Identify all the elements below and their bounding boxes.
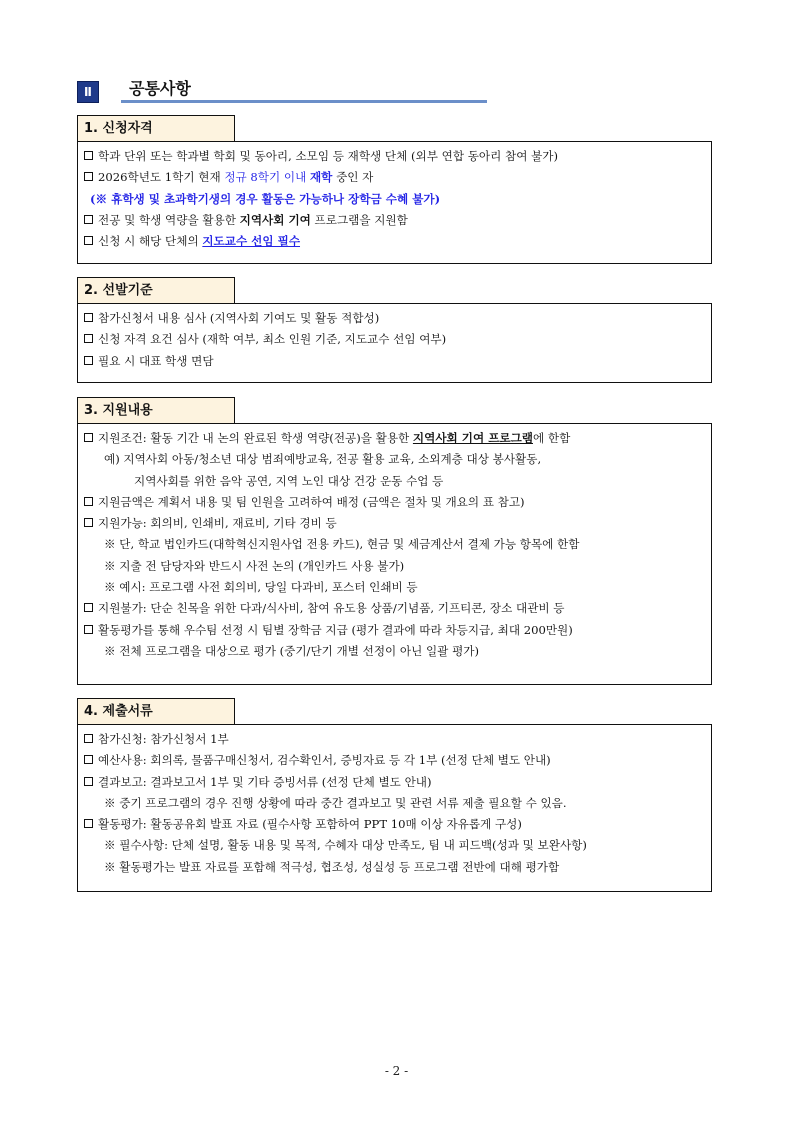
checkbox-bullet-icon — [84, 215, 93, 224]
checkbox-bullet-icon — [84, 777, 93, 786]
box-content — [77, 303, 712, 383]
checkbox-bullet-icon — [84, 433, 93, 442]
checkbox-bullet-icon — [84, 236, 93, 245]
box-selection-criteria — [77, 277, 712, 383]
checkbox-bullet-icon — [84, 734, 93, 743]
checkbox-bullet-icon — [84, 497, 93, 506]
list-item-note: ※ 필수사항: 단체 설명, 활동 내용 및 목적, 수혜자 대상 만족도, 팀 내 피드백(성과 및 보완사항) — [104, 838, 587, 853]
list-item-note: ※ 지출 전 담당자와 반드시 사전 논의 (개인카드 사용 불가) — [104, 558, 405, 573]
list-item: 전공 및 학생 역량을 활용한 지역사회 기여 프로그램을 지원함 — [84, 210, 711, 231]
list-item: 필요 시 대표 학생 면담 — [84, 351, 711, 372]
box-support-details — [77, 397, 712, 685]
box-content — [77, 724, 712, 892]
box-title: 3. 지원내용 — [77, 397, 235, 423]
box-content — [77, 141, 712, 264]
list-item-note: ※ 예시: 프로그램 사전 회의비, 당일 다과비, 포스터 인쇄비 등 — [104, 580, 418, 595]
section-underline — [121, 100, 487, 103]
checkbox-bullet-icon — [84, 356, 93, 365]
list-item: 신청 시 해당 단체의 지도교수 선임 필수 — [84, 231, 711, 252]
checkbox-bullet-icon — [84, 625, 93, 634]
list-item: 활동평가를 통해 우수팀 선정 시 팀별 장학금 지급 (평가 결과에 따라 차등지급, 최대 200만원) — [84, 620, 711, 641]
list-item-note: (※ 휴학생 및 초과학기생의 경우 활동은 가능하나 장학금 수혜 불가) — [90, 191, 441, 206]
list-item: 활동평가: 활동공유회 발표 자료 (필수사항 포함하여 PPT 10매 이상 자유롭게 구성) — [84, 814, 711, 835]
list-item: 2026학년도 1학기 현재 정규 8학기 이내 재학 중인 자 — [84, 167, 711, 188]
list-item: 지원불가: 단순 친목을 위한 다과/식사비, 참여 유도용 상품/기념품, 기프티콘, 장소 대관비 등 — [84, 598, 711, 619]
checkbox-bullet-icon — [84, 151, 93, 160]
box-title: 1. 신청자격 — [77, 115, 235, 141]
list-item-note: ※ 중기 프로그램의 경우 진행 상황에 따라 중간 결과보고 및 관련 서류 제출 필요할 수 있음. — [104, 795, 567, 810]
box-eligibility — [77, 115, 712, 264]
list-item-example: 예) 지역사회 아동/청소년 대상 범죄예방교육, 전공 활용 교육, 소외계층 대상 봉사활동, — [104, 452, 542, 467]
checkbox-bullet-icon — [84, 313, 93, 322]
list-item: 참가신청: 참가신청서 1부 — [84, 729, 711, 750]
list-item: 결과보고: 결과보고서 1부 및 기타 증빙서류 (선정 단체 별도 안내) — [84, 772, 711, 793]
list-item-note: ※ 단, 학교 법인카드(대학혁신지원사업 전용 카드), 현금 및 세금계산서 결제 가능 항목에 한함 — [104, 537, 580, 552]
list-item: 지원조건: 활동 기간 내 논의 완료된 학생 역량(전공)을 활용한 지역사회 기여 프로그램에 한함 — [84, 428, 711, 449]
box-title: 2. 선발기준 — [77, 277, 235, 303]
section-header — [77, 79, 489, 105]
list-item: 학과 단위 또는 학과별 학회 및 동아리, 소모임 등 재학생 단체 (외부 연합 동아리 참여 불가) — [84, 146, 711, 167]
checkbox-bullet-icon — [84, 603, 93, 612]
checkbox-bullet-icon — [84, 334, 93, 343]
checkbox-bullet-icon — [84, 755, 93, 764]
checkbox-bullet-icon — [84, 819, 93, 828]
list-item: 참가신청서 내용 심사 (지역사회 기여도 및 활동 적합성) — [84, 308, 711, 329]
box-title: 4. 제출서류 — [77, 698, 235, 724]
section-number-badge: Ⅱ — [77, 81, 99, 103]
list-item: 지원금액은 계획서 내용 및 팀 인원을 고려하여 배정 (금액은 절차 및 개요의 표 참고) — [84, 492, 711, 513]
list-item-example: 지역사회를 위한 음악 공연, 지역 노인 대상 건강 운동 수업 등 — [134, 473, 444, 488]
checkbox-bullet-icon — [84, 518, 93, 527]
checkbox-bullet-icon — [84, 172, 93, 181]
list-item-note: ※ 전체 프로그램을 대상으로 평가 (중기/단기 개별 선정이 아닌 일괄 평가) — [104, 643, 479, 658]
list-item: 예산사용: 회의록, 물품구매신청서, 검수확인서, 증빙자료 등 각 1부 (선정 단체 별도 안내) — [84, 750, 711, 771]
section-title: 공통사항 — [129, 79, 191, 98]
list-item: 신청 자격 요건 심사 (재학 여부, 최소 인원 기준, 지도교수 선임 여부) — [84, 329, 711, 350]
list-item-note: ※ 활동평가는 발표 자료를 포함해 적극성, 협조성, 성실성 등 프로그램 전반에 대해 평가함 — [104, 859, 560, 874]
page-number: - 2 - — [384, 1064, 409, 1078]
box-documents — [77, 698, 712, 892]
box-content — [77, 423, 712, 685]
list-item: 지원가능: 회의비, 인쇄비, 재료비, 기타 경비 등 — [84, 513, 711, 534]
